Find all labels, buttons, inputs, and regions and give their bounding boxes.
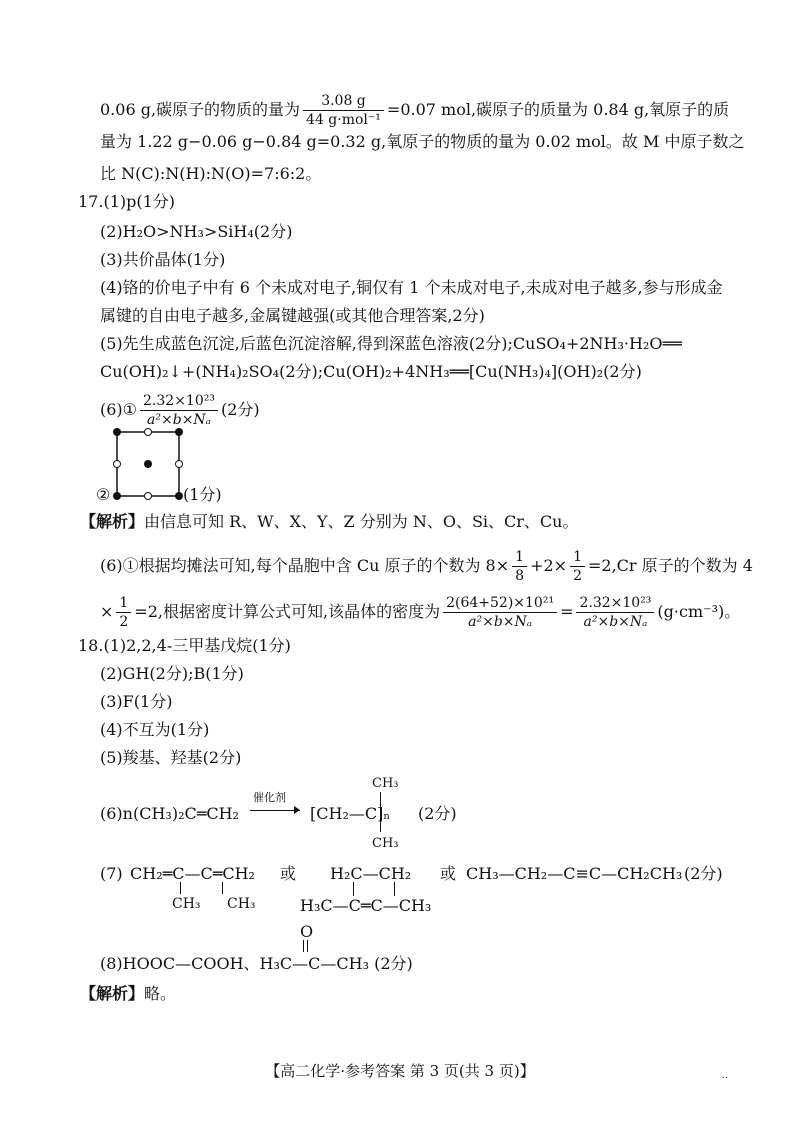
bond-line bbox=[380, 792, 381, 832]
bond-line bbox=[353, 882, 354, 896]
q18-part2: (2)GH(2分);B(1分) bbox=[100, 664, 244, 683]
edge-atom bbox=[176, 461, 183, 468]
q17-part6-2-score: (1分) bbox=[183, 485, 222, 504]
q16-line2: 量为 1.22 g−0.06 g−0.84 g=0.32 g,氧原子的物质的量为 0.02 mol。故 M 中原子数之 bbox=[100, 132, 745, 151]
q18-p7-label: (7) bbox=[100, 864, 123, 883]
q18-p6-polymer: [CH₂—C]ₙ bbox=[310, 804, 391, 823]
q18-p7-structure-a: CH₂═C—C═CH₂ bbox=[130, 864, 255, 883]
q18-part6: (6)n(CH₃)₂C═CH₂ bbox=[100, 804, 239, 823]
q17-analysis: 【解析】由信息可知 R、W、X、Y、Z 分别为 N、O、Si、Cr、Cu。 bbox=[80, 512, 579, 531]
q17-part4-line2: 属键的自由电子越多,金属键越强(或其他合理答案,2分) bbox=[100, 306, 485, 325]
q17-part6-1: (6)① $\frac{\text{2.32×10²³}}{\text{a²×b×Nₐ}}$ (2分) bbox=[100, 393, 260, 428]
q18-p6-catalyst: 催化剂 bbox=[253, 791, 286, 804]
q16-line3: 比 N(C):N(H):N(O)=7:6:2。 bbox=[100, 164, 322, 183]
page-footer: 【高二化学·参考答案 第 3 页(共 3 页)】 bbox=[265, 1062, 535, 1080]
corner-atom bbox=[113, 428, 121, 436]
corner-atom bbox=[175, 492, 183, 500]
q18-p7-or2: 或 bbox=[440, 864, 457, 883]
q16-line1: 0.06 g,碳原子的物质的量为 $\frac{3.08 g}{\text{44 g·mol⁻¹}}$ =0.07 mol,碳原子的质量为 0.84 g,氧原子的质 bbox=[100, 93, 730, 128]
q18-p7-structure-b-bot: H₃C—C═C—CH₃ bbox=[300, 896, 432, 915]
q17-part3: (3)共价晶体(1分) bbox=[100, 250, 226, 269]
q18-p6-ch3-bot: CH₃ bbox=[372, 836, 399, 851]
q18-p6-ch3-top: CH₃ bbox=[372, 776, 399, 791]
q18-part1: 18.(1)2,2,4-三甲基戊烷(1分) bbox=[78, 636, 291, 655]
q18-part4: (4)不互为(1分) bbox=[100, 720, 210, 739]
q17-analysis-6-line1: (6)①根据均摊法可知,每个晶胞中含 Cu 原子的个数为 8× $\frac{1}{8}$ +2× $\frac{1}{2}$ =2,Cr 原子的个数为 4 bbox=[100, 549, 753, 584]
bond-line bbox=[307, 940, 308, 952]
q18-p7-structure-a-sub: CH₃ CH₃ bbox=[172, 896, 256, 912]
reaction-arrow bbox=[250, 810, 300, 811]
arrow-head bbox=[294, 806, 300, 814]
q18-p8-oxygen: O bbox=[300, 922, 314, 941]
q17-part6-2-label: ② bbox=[96, 485, 111, 504]
q17-analysis-6-line2: × $\frac{1}{2}$ =2,根据密度计算公式可知,该晶体的密度为 $\frac{\text{2(64+52)×10²¹}}{\text{a²×b×Nₐ}}$ = $\frac{\text{2.32×10²³}}{\text{a²×b×Nₐ}}$ (g·cm⁻³)。 bbox=[100, 595, 741, 630]
q18-part5: (5)羧基、羟基(2分) bbox=[100, 748, 242, 767]
edge-atom bbox=[114, 461, 121, 468]
footer-mark: .. bbox=[721, 1070, 728, 1081]
q17-part1: 17.(1)p(1分) bbox=[78, 192, 176, 211]
corner-atom bbox=[113, 492, 121, 500]
bond-line bbox=[303, 940, 304, 952]
q18-part8: (8)HOOC—COOH、H₃C—C—CH₃ (2分) bbox=[100, 954, 413, 973]
q18-p7-score: (2分) bbox=[684, 864, 723, 883]
bond-line bbox=[180, 882, 181, 894]
edge-atom bbox=[145, 429, 152, 436]
q18-p7-structure-b-top: H₂C—CH₂ bbox=[330, 864, 412, 883]
edge-atom bbox=[145, 493, 152, 500]
q17-part4-line1: (4)铬的价电子中有 6 个未成对电子,铜仅有 1 个未成对电子,未成对电子越多,参与形成金 bbox=[100, 278, 723, 297]
bond-line bbox=[394, 882, 395, 896]
corner-atom bbox=[175, 428, 183, 436]
q17-part5-line1: (5)先生成蓝色沉淀,后蓝色沉淀溶解,得到深蓝色溶液(2分);CuSO₄+2NH₃·H₂O══ bbox=[100, 334, 682, 353]
q18-p7-or1: 或 bbox=[280, 864, 297, 883]
q17-part5-line2: Cu(OH)₂↓+(NH₄)₂SO₄(2分);Cu(OH)₂+4NH₃══[Cu(NH₃)₄](OH)₂(2分) bbox=[100, 362, 642, 381]
fraction: $\frac{3.08 g}{\text{44 g·mol⁻¹}}$ bbox=[303, 92, 384, 129]
bond-line bbox=[222, 882, 223, 894]
q18-part3: (3)F(1分) bbox=[100, 692, 173, 711]
q17-part2: (2)H₂O>NH₃>SiH₄(2分) bbox=[100, 222, 293, 241]
center-atom bbox=[144, 460, 152, 468]
q18-p6-score: (2分) bbox=[418, 804, 457, 823]
q18-analysis: 【解析】略。 bbox=[80, 984, 177, 1003]
q18-p7-structure-c: CH₃—CH₂—C≡C—CH₂CH₃ bbox=[466, 864, 683, 883]
